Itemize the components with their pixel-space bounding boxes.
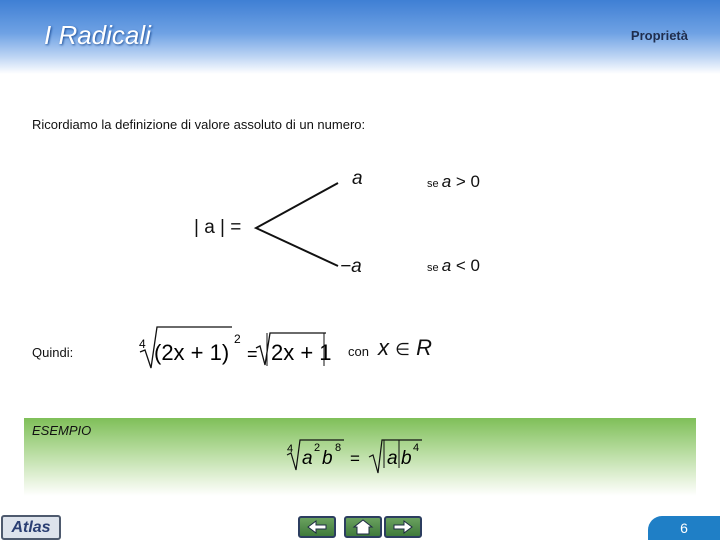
page-number: 6 [648,516,720,540]
set-variable: x [378,335,389,360]
radicand-a: a [302,448,313,469]
result: 2x + 1 [271,340,332,365]
root-index: 4 [287,443,294,455]
abs-a: a [387,448,398,469]
arrow-right-icon [386,518,420,536]
radicand-b-exponent: 8 [335,442,342,454]
arrow-left-icon [300,518,334,536]
intro-text: Ricordiamo la definizione di valore assoluto di un numero: [32,117,366,132]
section-title: Proprietà [630,28,688,43]
rhs-b-exponent: 4 [413,442,420,454]
root-index: 4 [139,337,146,351]
quindi-label: Quindi: [32,345,74,360]
condition-variable: a [441,172,452,191]
absolute-value-lhs: | a | = [194,217,242,238]
set-symbol: R [416,335,432,360]
case-negative-value: −a [340,256,362,277]
con-label: con [348,344,369,359]
equals-sign: = [350,449,360,468]
rhs-b: b [401,448,412,469]
next-button[interactable] [384,516,422,538]
condition-relation: > 0 [455,172,480,191]
radicand-a-exponent: 2 [314,442,321,454]
condition-prefix: se [427,262,439,274]
example-label: ESEMPIO [32,423,92,438]
condition-variable: a [441,256,452,275]
condition-relation: < 0 [455,256,480,275]
condition-prefix: se [427,178,439,190]
home-button[interactable] [344,516,382,538]
element-of-symbol: ∈ [395,340,410,359]
equals-sign: = [247,344,258,364]
radicand-b: b [322,448,333,469]
radicand-base: (2x + 1) [154,340,230,365]
page-title: I Radicali [44,20,151,50]
radicand-exponent: 2 [234,332,241,346]
home-icon [346,518,380,536]
atlas-logo: Atlas [1,515,61,540]
prev-button[interactable] [298,516,336,538]
case-positive-value: a [352,168,363,189]
